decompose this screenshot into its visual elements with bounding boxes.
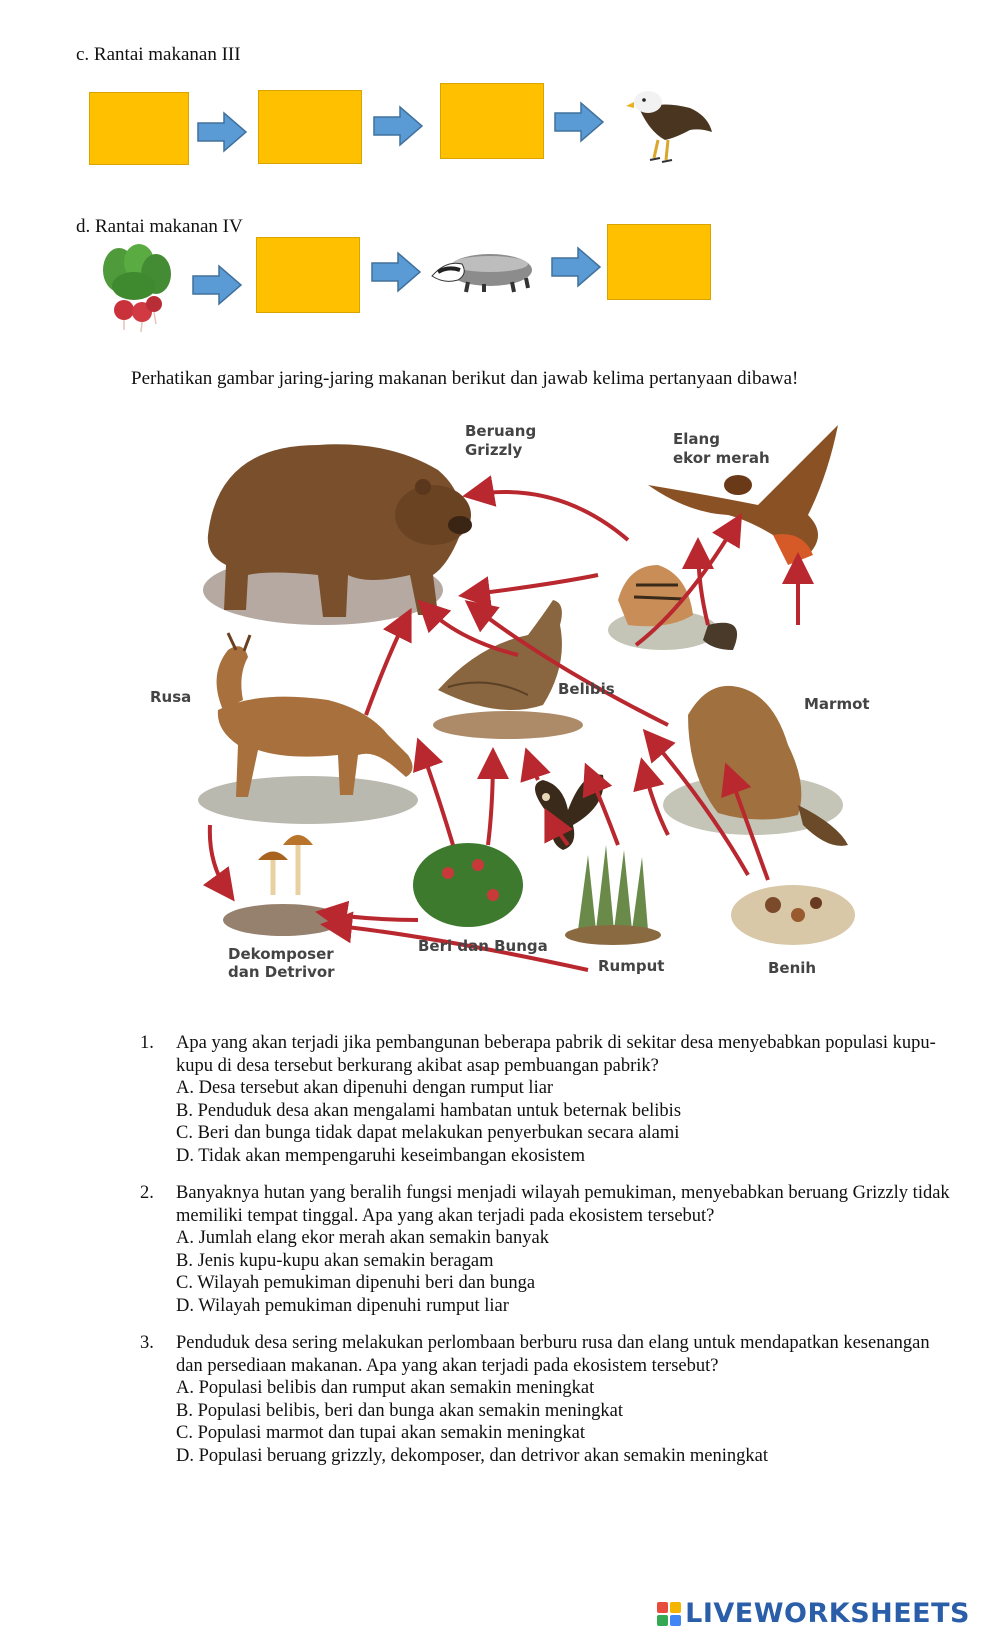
answer-option-d[interactable]: D. Populasi beruang grizzly, dekomposer, dan detrivor akan semakin meningkat	[176, 1445, 768, 1466]
label-beri: Beri dan Bunga	[418, 937, 548, 956]
label-beruang-line2: Grizzly	[465, 441, 523, 460]
answer-option-a[interactable]: A. Populasi belibis dan rumput akan semakin meningkat	[176, 1378, 595, 1398]
right-arrow-icon	[372, 104, 424, 148]
answer-option-c[interactable]: C. Beri dan bunga tidak dapat melakukan penyerbukan secara alami	[176, 1123, 680, 1143]
right-arrow-icon	[370, 250, 422, 294]
right-arrow-icon	[550, 245, 602, 289]
eagle-icon	[620, 80, 715, 172]
food-web-diagram	[148, 425, 900, 1020]
badger-icon	[428, 246, 538, 296]
right-arrow-icon	[553, 100, 605, 144]
seeds-illustration	[731, 885, 855, 945]
label-elang-line1: Elang	[673, 430, 720, 449]
question-2	[140, 1182, 960, 1317]
answer-option-c[interactable]: C. Wilayah pemukiman dipenuhi beri dan bunga	[176, 1273, 536, 1293]
answer-option-a[interactable]: A. Jumlah elang ekor merah akan semakin banyak	[176, 1228, 549, 1248]
question-number: 3.	[140, 1333, 154, 1353]
chain-c-answer-box-1[interactable]	[89, 92, 189, 165]
chain-c-heading: c. Rantai makanan III	[76, 44, 241, 65]
brand-name: LIVEWORKSHEETS	[685, 1598, 970, 1629]
label-dekomposer-line2: dan Detrivor	[228, 963, 335, 982]
question-text: Apa yang akan terjadi jika pembangunan beberapa pabrik di sekitar desa menyebabkan populasi kupu-kupu di desa tersebut berkurang akibat asap pembuangan pabrik?	[176, 1033, 936, 1076]
decomposer-illustration	[223, 835, 343, 936]
question-number: 2.	[140, 1183, 154, 1203]
question-text: Penduduk desa sering melakukan perlombaan berburu rusa dan elang untuk mendapatkan kesenangan dan persediaan makanan. Apa yang akan terjadi pada ekosistem tersebut?	[176, 1333, 930, 1376]
liveworksheets-logo-icon	[657, 1602, 681, 1626]
liveworksheets-brand[interactable]	[657, 1598, 970, 1629]
chain-d-heading: d. Rantai makanan IV	[76, 216, 243, 237]
berries-flowers-illustration	[413, 843, 523, 927]
food-web-instruction: Perhatikan gambar jaring-jaring makanan berikut dan jawab kelima pertanyaan dibawa!	[131, 368, 799, 389]
chain-d-answer-box-1[interactable]	[256, 237, 360, 313]
label-benih: Benih	[768, 959, 817, 978]
answer-option-b[interactable]: B. Populasi belibis, beri dan bunga akan semakin meningkat	[176, 1400, 623, 1421]
chipmunk-illustration	[608, 565, 737, 650]
grouse-illustration	[433, 600, 583, 739]
answer-option-d[interactable]: D. Tidak akan mempengaruhi keseimbangan ekosistem	[176, 1145, 585, 1166]
grizzly-bear-illustration	[203, 444, 472, 625]
chain-c-answer-box-2[interactable]	[258, 90, 362, 164]
answer-option-a[interactable]: A. Desa tersebut akan dipenuhi dengan rumput liar	[176, 1078, 554, 1098]
label-rusa: Rusa	[150, 688, 192, 707]
grass-illustration	[565, 845, 661, 945]
answer-option-d[interactable]: D. Wilayah pemukiman dipenuhi rumput liar	[176, 1295, 509, 1316]
question-1	[140, 1032, 960, 1167]
question-3	[140, 1332, 960, 1467]
answer-option-c[interactable]: C. Populasi marmot dan tupai akan semakin meningkat	[176, 1423, 585, 1443]
right-arrow-icon	[191, 263, 243, 307]
label-marmot: Marmot	[804, 695, 870, 714]
chain-d-answer-box-2[interactable]	[607, 224, 711, 300]
answer-option-b[interactable]: B. Jenis kupu-kupu akan semakin beragam	[176, 1250, 494, 1271]
chain-c-answer-box-3[interactable]	[440, 83, 544, 159]
label-belibis: Belibis	[558, 680, 615, 699]
answer-option-b[interactable]: B. Penduduk desa akan mengalami hambatan untuk beternak belibis	[176, 1100, 682, 1121]
label-elang-line2: ekor merah	[673, 449, 770, 468]
right-arrow-icon	[196, 110, 248, 154]
radish-plant-icon	[94, 244, 179, 334]
label-rumput: Rumput	[598, 957, 665, 976]
label-dekomposer-line1: Dekomposer	[228, 945, 334, 964]
question-text: Banyaknya hutan yang beralih fungsi menjadi wilayah pemukiman, menyebabkan beruang Grizzly tidak memiliki tempat tinggal. Apa yang akan terjadi pada ekosistem tersebut?	[176, 1183, 950, 1226]
question-number: 1.	[140, 1033, 154, 1053]
label-beruang-line1: Beruang	[465, 425, 537, 441]
